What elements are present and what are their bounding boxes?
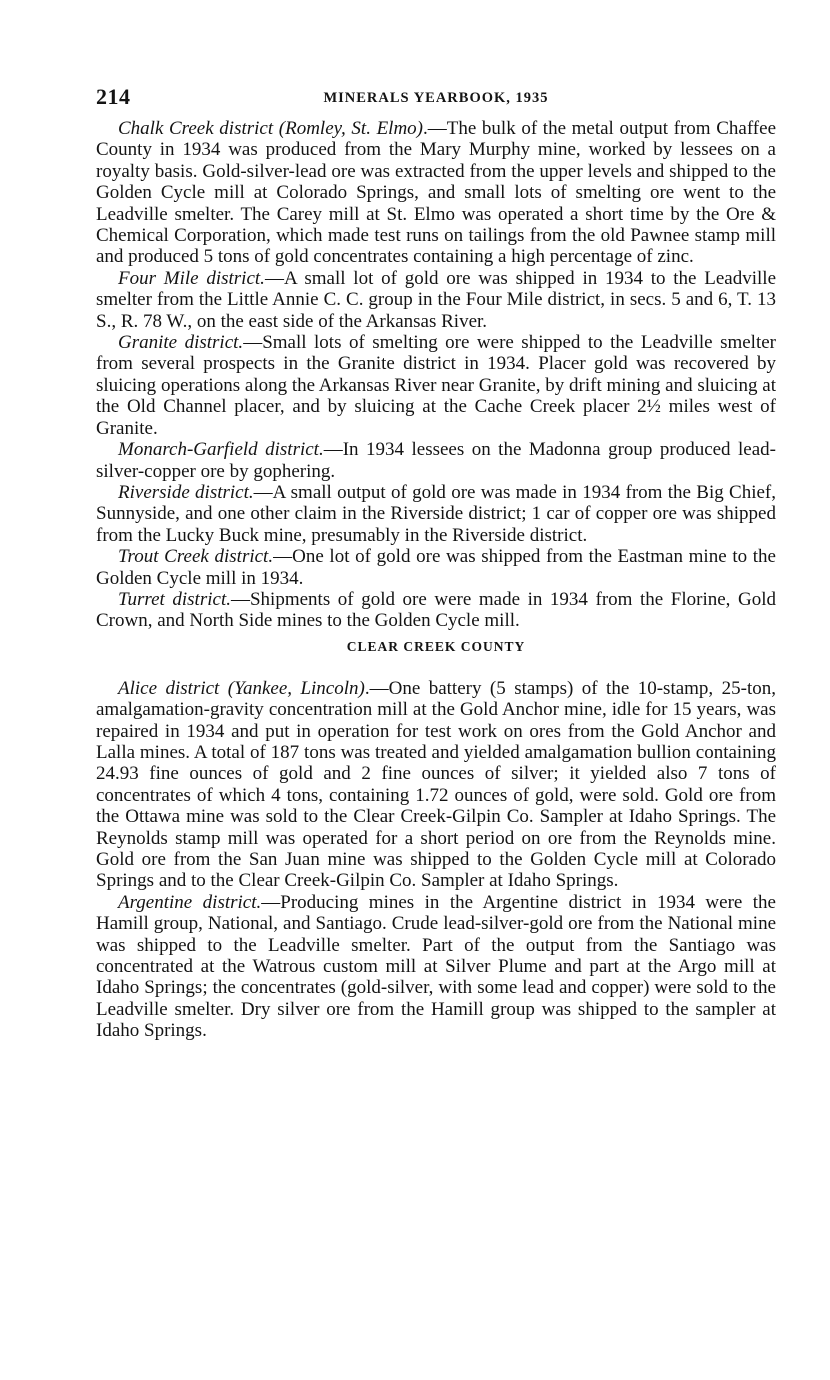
page-number: 214 [96, 84, 131, 109]
paragraph-text: —In 1934 lessees on the Madonna group produced lead-silver-copper ore by gophering. [96, 439, 776, 482]
district-name: Granite district. [118, 332, 244, 354]
paragraph-text: —Shipments of gold ore were made in 1934 from the Florine, Gold Crown, and North Side mines to the Golden Cycle mill. [96, 588, 777, 632]
district-name: Alice district [118, 677, 220, 699]
paragraph-text: —Small lots of smelting ore were shipped to the Leadville smelter from several prospects in the Granite district in 1934. Placer gold was recovered by sluicing operations along the Arkansas River near Granite, by drift mining and sluicing at the Old Channel placer, and by sluicing at the Cache Creek placer 2½ miles west of Granite. [96, 332, 776, 439]
paragraph-text: —A small lot of gold ore was shipped in 1934 to the Leadville smelter from the Little Annie C. C. group in the Four Mile district, in secs. 5 and 6, T. 13 S., R. 78 W., on the east side of the Arkansas River. [96, 267, 776, 332]
district-localities: (Romley, St. Elmo) [278, 118, 424, 139]
paragraph-text: —Producing mines in the Argentine district in 1934 were the Hamill group, National, and Santiago. Crude lead-silver-gold ore from the National mine was shipped to the Leadville smelter. Part of the output from the Santiago was concentrated at the Watrous custom mill at Silver Plume and part at the Argo mill at Idaho Springs; the concentrates (gold-silver, with some lead and copper) were sold to the Leadville smelter. Dry silver ore from the Hamill group was shipped to the sampler at Idaho Springs. [96, 891, 776, 1042]
paragraph-alice [96, 678, 776, 892]
paragraph-four-mile [96, 268, 776, 332]
district-name: Monarch-Garfield district. [118, 439, 324, 461]
district-name: Trout Creek district. [118, 546, 274, 568]
paragraph-turret [96, 589, 776, 632]
district-name: Argentine district. [118, 891, 262, 913]
paragraph-argentine [96, 892, 776, 1042]
district-name: Four Mile district. [118, 267, 265, 289]
paragraph-text: —One lot of gold ore was shipped from the Eastman mine to the Golden Cycle mill in 1934. [96, 546, 776, 589]
paragraph-text: —A small output of gold ore was made in 1934 from the Big Chief, Sunnyside, and one other claim in the Riverside district; 1 car of copper ore was shipped from the Lucky Buck mine, presumably in the Riverside district. [96, 481, 776, 546]
document-page [96, 84, 776, 1042]
running-head [96, 84, 776, 118]
paragraph-trout-creek [96, 546, 776, 589]
district-name: Chalk Creek district [118, 118, 274, 139]
paragraph-riverside [96, 482, 776, 546]
paragraph-granite [96, 332, 776, 439]
paragraph-text: .—One battery (5 stamps) of the 10-stamp, 25-ton, amalgamation-gravity concentration mill at the Gold Anchor mine, idle for 15 years, was repaired in 1934 and put in operation for test work on ores from the Gold Anchor and Lalla mines. A total of 187 tons was treated and yielded amalgamation bullion containing 24.93 fine ounces of gold and 2 fine ounces of silver; it yielded also 7 tons of concentrates of which 4 tons, containing 1.72 ounces of gold, were sold. Gold ore from the Ottawa mine was sold to the Clear Creek-Gilpin Co. Sampler at Idaho Springs. The Reynolds stamp mill was operated for a short period on ore from the Reynolds mine. Gold ore from the San Juan mine was shipped to the Golden Cycle mill at Colorado Springs and to the Clear Creek-Gilpin Co. Sampler at Idaho Springs. [96, 677, 776, 892]
running-title: MINERALS YEARBOOK, 1935 [323, 90, 549, 106]
district-localities: (Yankee, Lincoln) [227, 677, 365, 699]
paragraph-text: .—The bulk of the metal output from Chaffee County in 1934 was produced from the Mary Murphy mine, worked by lessees on a royalty basis. Gold-silver-lead ore was extracted from the upper levels and shipped to the Golden Cycle mill at Colorado Springs, and small lots of smelting ore went to the Leadville smelter. The Carey mill at St. Elmo was operated a short time by the Ore & Chemical Corporation, which made test runs on tailings from the old Pawnee stamp mill and produced 5 tons of gold concentrates containing a high percentage of zinc. [96, 118, 777, 268]
section-heading: CLEAR CREEK COUNTY [346, 638, 526, 654]
paragraph-chalk-creek [96, 118, 776, 268]
paragraph-monarch-garfield [96, 439, 776, 482]
district-name: Turret district. [118, 588, 231, 610]
district-name: Riverside district. [118, 481, 254, 503]
